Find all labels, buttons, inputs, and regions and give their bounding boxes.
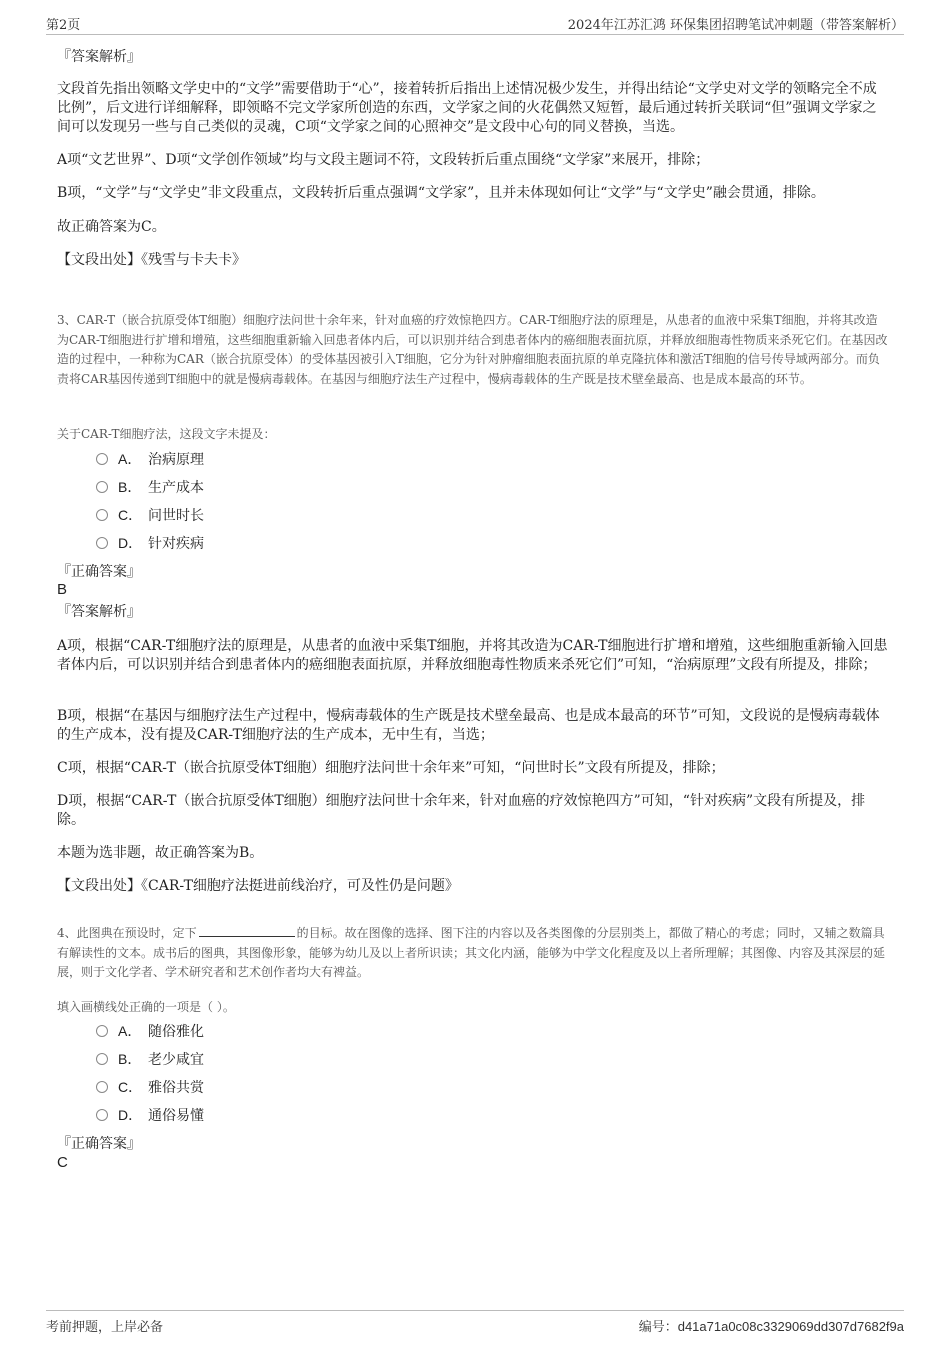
page-header <box>46 12 904 35</box>
q3-option-d[interactable]: D． 针对疾病 <box>96 532 204 554</box>
q3-question: 关于CAR-T细胞疗法，这段文字未提及： <box>57 427 276 441</box>
q3-correct-answer: B <box>57 581 68 598</box>
q2-analysis-p3: B项，“文学”与“文学史”非文段重点，文段转折后重点强调“文学家”，且并未体现如何让“文学”与“文学史”融会贯通，排除。 <box>57 185 825 201</box>
q4-correct-label: 『正确答案』 <box>57 1136 141 1152</box>
q4-option-a[interactable]: A． 随俗雅化 <box>96 1020 204 1042</box>
q3-option-a[interactable]: A． 治病原理 <box>96 448 204 470</box>
q2-analysis-p2: A项“文艺世界”、D项“文学创作领域”均与文段主题词不符，文段转折后重点围绕“文学家”来展开，排除； <box>57 152 710 168</box>
document-code: 编号：d41a71a0c08c3329069dd307d7682f9a <box>638 1319 904 1335</box>
q3-analysis-c: C项，根据“CAR-T（嵌合抗原受体T细胞）细胞疗法问世十余年来”可知，“问世时长”文段有所提及，排除； <box>57 760 725 776</box>
q3-analysis-b: B项，根据“在基因与细胞疗法生产过程中，慢病毒载体的生产既是技术壁垒最高、也是成本最高的环节”可知，文段说的是慢病毒载体的生产成本，没有提及CAR-T细胞疗法的生产成本，无中生有，当选； <box>57 708 880 743</box>
radio-icon[interactable] <box>96 453 108 465</box>
q4-option-b[interactable]: B． 老少咸宜 <box>96 1048 204 1070</box>
page-footer <box>46 1310 904 1339</box>
q3-stem: 3、CAR-T（嵌合抗原受体T细胞）细胞疗法问世十余年来，针对血癌的疗效惊艳四方。CAR-T细胞疗法的原理是，从患者的血液中采集T细胞，并将其改造为CAR-T细胞进行扩增和增殖，这些细胞重新输入回患者体内后，可以识别并结合到患者体内的癌细胞表面抗原，并释放细胞毒性物质来杀死它们。在基因改造的过程中，一种称为CAR（嵌合抗原受体）的受体基因被引入T细胞，它分为针对肿瘤细胞表面抗原的单克隆抗体和激活T细胞的信号传导域两部分。而负责将CAR基因传递到T细胞中的就是慢病毒载体。在基因与细胞疗法生产过程中，慢病毒载体的生产既是技术壁垒最高、也是成本最高的环节。 <box>57 313 888 386</box>
q3-option-b[interactable]: B． 生产成本 <box>96 476 204 498</box>
radio-icon[interactable] <box>96 509 108 521</box>
q2-source: 【文段出处】《残雪与卡夫卡》 <box>57 252 246 268</box>
q2-analysis-label: 『答案解析』 <box>57 49 141 65</box>
document-title: 2024年江苏汇鸿 环保集团招聘笔试冲刺题（带答案解析） <box>567 18 904 33</box>
q3-option-c[interactable]: C． 问世时长 <box>96 504 204 526</box>
page-number: 第2页 <box>46 18 81 33</box>
q4-blank-line <box>199 924 295 937</box>
q3-analysis-label: 『答案解析』 <box>57 604 141 620</box>
radio-icon[interactable] <box>96 1053 108 1065</box>
q4-stem: 4、此图典在预设时，定下 的目标。故在图像的选择、图下注的内容以及各类图像的分层别类上，都做了精心的考虑；同时，又辅之数篇具有解读性的文本。成书后的图典，其图像形象，能够为幼儿及以上者所识读；其文化内涵，能够为中学文化程度及以上者所理解；其图像、内容及其深层的延展，则于文化学者、学术研究者和艺术创作者均大有裨益。 <box>57 926 886 979</box>
q3-analysis-d: D项，根据“CAR-T（嵌合抗原受体T细胞）细胞疗法问世十余年来，针对血癌的疗效惊艳四方”可知，“针对疾病”文段有所提及，排除。 <box>57 793 866 828</box>
q3-analysis-a: A项，根据“CAR-T细胞疗法的原理是，从患者的血液中采集T细胞，并将其改造为CAR-T细胞进行扩增和增殖，这些细胞重新输入回患者体内后，可以识别并结合到患者体内的癌细胞表面抗原，并释放细胞毒性物质来杀死它们”可知，“治病原理”文段有所提及，排除； <box>57 638 888 673</box>
radio-icon[interactable] <box>96 481 108 493</box>
q3-source: 【文段出处】《CAR-T细胞疗法挺进前线治疗，可及性仍是问题》 <box>57 878 459 894</box>
q2-analysis-p1: 文段首先指出领略文学史中的“文学”需要借助于“心”，接着转折后指出上述情况极少发生，并得出结论“文学史对文学的领略完全不成比例”，后文进行详细解释，即领略不完文学家所创造的东西，文学家之间的火花偶然又短暂，最后通过转折关联词“但”强调文学家之间可以发现另一些与自己类似的灵魂，C项“文学家之间的心照神交”是文段中心句的同义替换，当选。 <box>57 81 877 135</box>
q4-correct-answer: C <box>57 1154 68 1171</box>
q3-correct-label: 『正确答案』 <box>57 564 141 580</box>
radio-icon[interactable] <box>96 537 108 549</box>
q3-analysis-conclusion: 本题为选非题，故正确答案为B。 <box>57 845 264 861</box>
q4-option-d[interactable]: D． 通俗易懂 <box>96 1104 204 1126</box>
q2-analysis-p4: 故正确答案为C。 <box>57 219 166 235</box>
q4-option-c[interactable]: C． 雅俗共赏 <box>96 1076 204 1098</box>
q4-question: 填入画横线处正确的一项是（ ）。 <box>57 1000 235 1014</box>
radio-icon[interactable] <box>96 1081 108 1093</box>
radio-icon[interactable] <box>96 1025 108 1037</box>
radio-icon[interactable] <box>96 1109 108 1121</box>
footer-slogan: 考前押题，上岸必备 <box>46 1320 164 1335</box>
